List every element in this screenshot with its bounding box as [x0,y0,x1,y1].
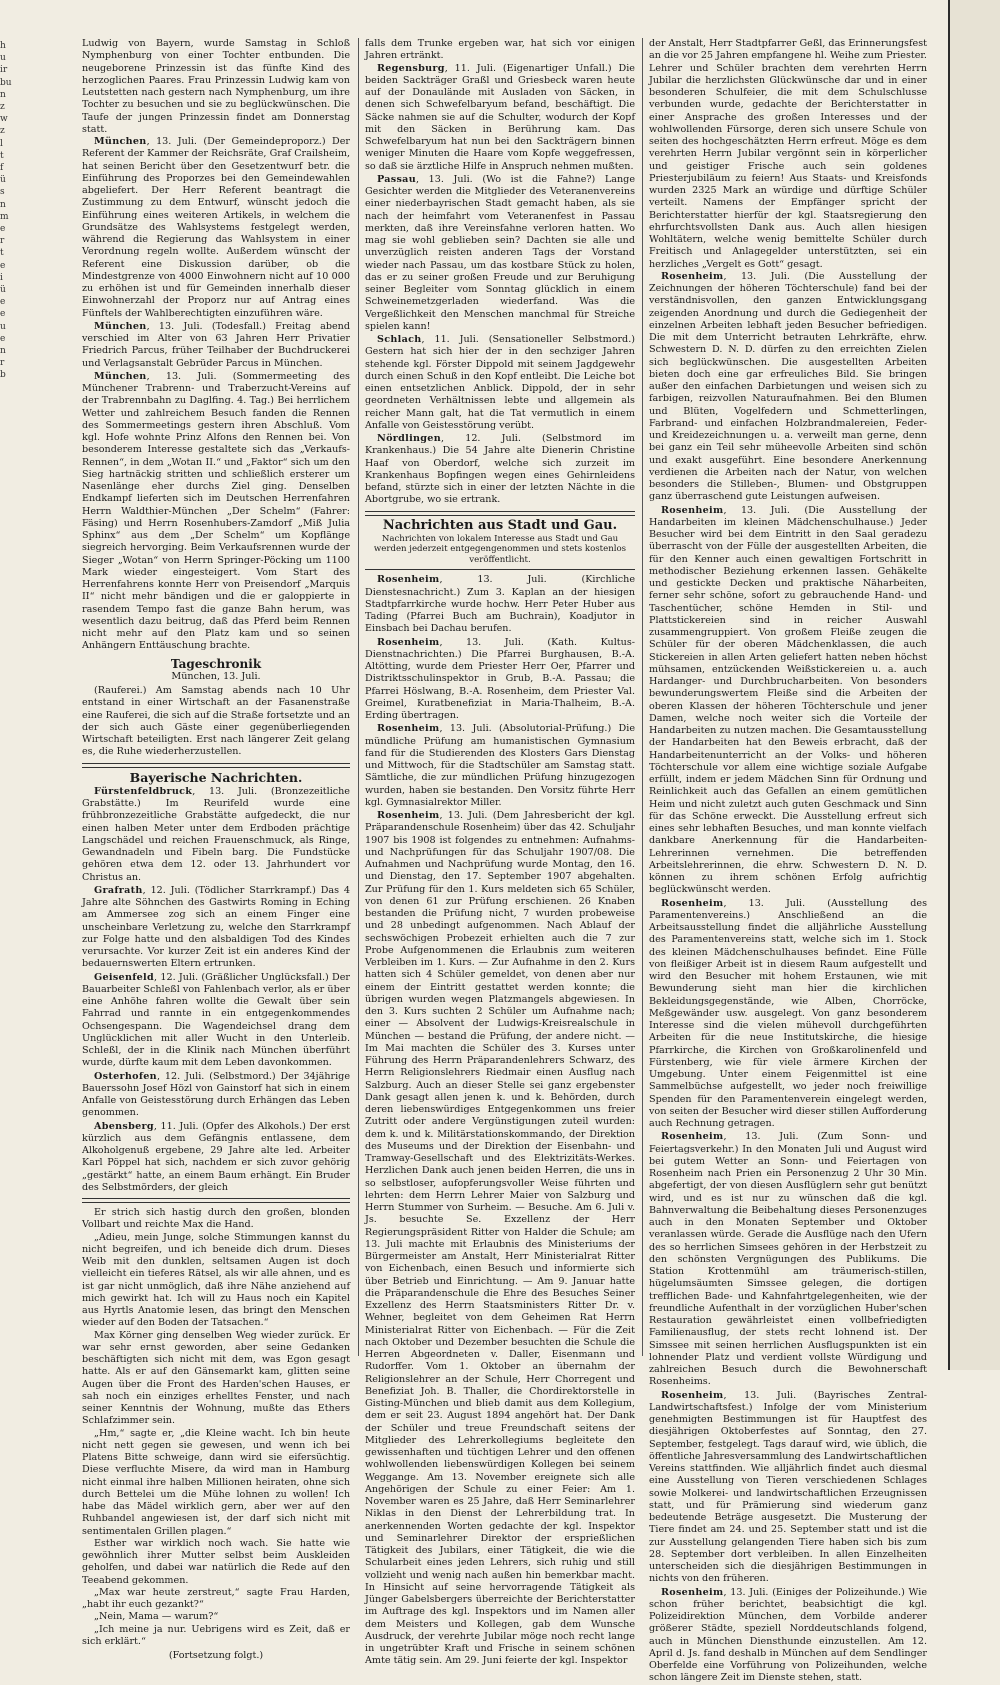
news-item-place: München [94,136,147,147]
news-item-place: Nördlingen [377,433,441,444]
story-paragraph: „Nein, Mama — warum?“ [94,1611,219,1623]
column-2-intro: falls dem Trunke ergeben war, hat sich vor einigen Jahren ertränkt. [365,38,635,62]
news-item-place: Fürstenfeldbruck [94,785,193,797]
news-item [365,63,635,173]
news-item [365,723,635,809]
strip-fragment: u [0,53,6,64]
strip-fragment: i [0,272,3,283]
news-item-place: Rosenheim [661,504,724,516]
news-item-place: Abensberg [94,1120,154,1132]
news-item-text: , 13. Juli. (Bayrisches Zentral-Landwirtschaftsfest.) Infolge der vom Ministerium genehmigten Bestimmungen ist für Hauptfest des diesjährigen Oktoberfestes auf Sonntag, den 27. September, festgelegt. Tags darauf wird, wie üblich, die öffentliche Jahresversammlung des Landwirtschaftlichen Vereins stattfinden. Wie alljährlich findet auch diesmal eine Ausstellung von Tieren verschiedenen Schlages sowie Molkerei- und landwirtschaftlichen Erzeugnissen statt, und für Prämierung sind wiederum ganz bedeutende Beträge ausgesetzt. Die Musterung der Tiere findet am 24. und 25. September statt und ist die zur Ausstellung gelangenden Tiere haben sich bis zum 28. September dort verbleiben. In allen Einzelheiten unterscheiden sich die diesjährigen Bestimmungen in nichts von den früheren. [649,1389,927,1585]
news-item-place: Passau [377,173,416,185]
strip-fragment: z [0,126,5,137]
column-3 [649,38,927,1684]
strip-fragment: w [0,114,8,125]
news-item-text: , 13. Juli. (Ausstellung des Paramentenvereins.) Anschließend an die Arbeitsausstellung findet die alljährliche Ausstellung des Paramentenvereins statt, welche sich im 1. Stock des kleinen Mädchenschulhauses befindet. Eine Fülle von fleißiger Arbeit ist in diesem Raum aufgestellt und wird den Besucher mit hohem Erstaunen, wie mit Bewunderung sieht man hier die kirchlichen Bekleidungsgegenstände, wie Alben, Chorröcke, Meßgewänder usw. ausgelegt. Von ganz besonderem Interesse sind die vielen mühevoll durchgeführten Arbeiten für die neue Institutskirche, die hiesige Pfarrkirche, die Kirchen von Großkarolinenfeld und Fürstenberg, wie für viele ärmere Kirchen der Umgebung. Unter einem Feigenmittel ist eine Sammelbüchse aufgestellt, wo jeder noch freiwillige Spenden für den Paramentenverein eingelegt werden, von seiten der Besucher wird dieser stillen Aufforderung auch Rechnung getragen. [649,897,927,1129]
strip-fragment: bu [0,77,12,88]
strip-fragment: e [0,297,6,308]
news-item-place: Osterhofen [94,1070,157,1082]
news-item [82,1071,350,1120]
strip-fragment: t [0,150,4,161]
news-item [649,505,927,897]
story-paragraph: Max Körner ging denselben Weg wieder zurück. Er war sehr ernst geworden, aber seine Gedanken beschäftigten sich nicht mit dem, was Egon gesagt hatte. Als er auf den Gänsemarkt kam, glitten seine Augen über die Front des Harden'schen Hauses, er sah noch ein einziges erhelltes Fenster, und nach seiner Kenntnis der Wohnung, mußte das Ethers Schlafzimmer sein. [82,1329,350,1427]
news-item-place: Grafrath [94,884,143,896]
section-divider [82,763,350,768]
strip-fragment: r [0,236,5,247]
news-item-text: , 12. Juli. (Tödlicher Starrkrampf.) Das 4 Jahre alte Söhnchen des Gastwirts Roming in Eching am Ammersee zog sich an einem Finger eine unscheinbare Verletzung zu, welche den Starrkrampf zur Folge hatte und den alsbaldigen Tod des Kindes verursachte. Vor kurzer Zeit ist ein anderes Kind der bedauernswerten Eltern ertrunken. [82,884,350,970]
story-paragraph: Er strich sich hastig durch den großen, blonden Vollbart und reichte Max die Hand. [82,1207,350,1231]
strip-fragment: e [0,260,6,271]
feuilleton-divider [82,1198,350,1203]
column-1-items [82,136,350,653]
news-item-text: , 12. Juli. (Gräßlicher Unglücksfall.) Der Bauarbeiter Schleßl von Fahlenbach verlor, als er über eine Anhöhe fahren wollte die Gewalt über sein Fahrrad und rannte in ein entgegenkommendes Ochsengespann. Die Wagendeichsel drang dem Unglücklichen mit aller Wucht in den Unterleib. Schleßl, der in die Klinik nach München überführt wurde, dürfte kaum mit dem Leben davonkommen. [82,971,350,1069]
news-item-text: , 12. Juli. (Selbstmord im Krankenhaus.) Die 54 Jahre alte Dienerin Christine Haaf von Oberdorf, welche sich zurzeit im Krankenhaus Bopfingen wegen eines Gehirnleidens befand, stürzte sich in einer der letzten Nächte in die Abortgrube, wo sie ertrank. [365,433,635,506]
strip-fragment: b [0,370,6,381]
news-item-place: Rosenheim [661,897,724,909]
strip-fragment: u [0,321,6,332]
stadt-und-gau-header: Nachrichten aus Stadt und Gau. [382,517,618,533]
news-item-text: , 13. Juli. (Kath. Kultus-Dienstnachrichten.) Die Pfarrei Burghausen, B.-A. Altötting, wurde dem Priester Herr Oer, Pfarrer und Distriktsschulinspektor in Grub, B.-A. Passau; die Pfarrei Höslwang, B.-A. Rosenheim, dem Priester Val. Greimel, Kuratbenefiziat in Maria-Thalheim, B.-A. Erding übertragen. [365,636,635,721]
news-item-place: München [94,370,147,382]
news-item-text: , 13. Juli. (Todesfall.) Freitag abend verschied im Alter von 63 Jahren Herr Privatier Friedrich Parcus, früher Teilhaber der Buchdruckerei und Verlagsanstalt Gebrüder Parcus in München. [82,320,350,369]
news-item-text: , 11. Juli. (Sensationeller Selbstmord.) Gestern hat sich hier der in den sechziger Jahren stehende kgl. Förster Dippold mit seinem Jagdgewehr durch einen Schuß in den Kopf entleibt. Die Leiche bot einen entsetzlichen Anblick. Dippold, der in sehr geordneten Verhältnissen lebte und allgemein als reicher Mann galt, hat die Tat vermutlich in einem Anfalle von Geistesstörung verübt. [365,334,635,431]
news-item [82,371,350,653]
story-paragraph: „Ich meine ja nur. Uebrigens wird es Zeit, daß er sich erklärt.“ [82,1623,350,1647]
strip-fragment: n [0,199,6,210]
stadt-items [365,574,635,1667]
strip-fragment: e [0,224,6,235]
news-item-text: , 13. Juli. (Bronzezeitliche Grabstätte.) Im Reurifeld wurde eine frühbronzezeitliche Grabstätte aufgedeckt, die nur einen halben Meter unter dem Erdboden prächtige Langschädel und reichen Frauenschmuck, als Ringe, Gewandnadeln und Fibeln barg. Die Fundstücke gehören etwa dem 12. oder 13. Jahrhundert vor Christus an. [82,785,350,883]
story-paragraph: „Hm,“ sagte er, „die Kleine wacht. Ich bin heute nicht nett gegen sie gewesen, und wenn ich bei Platens Bitte schweige, dann wird sie eifersüchtig. Diese verfluchte Misere, da wird man in Hamburg nicht einmal ihre halben Millionen heiraten, ohne sich durch Bettelei um die Mühe lohnen zu wollen! Ich habe das Mädel wirklich gern, aber wer auf den Ruhbandel angewiesen ist, der darf sich nicht mit sentimentalen Grillen plagen.“ [82,1427,350,1537]
strip-fragment: s [0,187,5,198]
news-item [82,786,350,884]
strip-fragment: n [0,346,6,357]
news-item-text: , 13. Juli. (Der Gemeindeproporz.) Der Referent der Kammer der Reichsräte, Graf Crailsheim, hat seinen Bericht über den Gesetzentwurf betr. die Einführung des Proporzes bei den Gemeindewahlen abgeliefert. Der Herr Referent beantragt die Zustimmung zu dem Entwurf, wünscht jedoch die Einführung eines weiteren Artikels, in welchem die Grundsätze des Wahlsystems festgelegt werden, während die Regierung das Wahlsystem in einer Verordnung regeln wollte. Außerdem wünscht der Referent eine Diskussion darüber, ob die Mindestgrenze von 4000 Einwohnern nicht auf 10 000 zu erhöhen ist und für Gemeinden innerhalb dieser Einwohnerzahl der Proporz nur auf Antrag eines Fünftels der Wahlberechtigten einzuführen wäre. [82,136,350,319]
strip-fragment: z [0,102,5,113]
adjacent-page-strip [0,40,14,1340]
bayerische-nachrichten-header: Bayerische Nachrichten. [129,769,303,785]
tageschronik-dateline: München, 13. Juli. [171,670,261,682]
news-item [365,334,635,432]
news-item-place: München [94,320,147,332]
story-paragraph: „Max war heute zerstreut,“ sagte Frau Harden, „habt ihr euch gezankt?“ [82,1586,350,1610]
page-margin [950,0,1000,1370]
news-item [649,1587,927,1685]
news-item [365,637,635,723]
bayerische-items [82,786,350,1194]
column-3-intro: der Anstalt, Herr Stadtpfarrer Geßl, das Erinnerungsfest an die vor 25 Jahren empfangene hl. Weihe zum Priester. Lehrer und Schüler brachten dem verehrten Herrn Jubilar die herzlichsten Glückwünsche dar und in einer besonderen Schulfeier, die mit dem Schulschlusse verbunden wurde, gedachte der Berichterstatter in einer Ansprache des großen Interesses und der wohlwollenden Fürsorge, deren sich unsere Schule von seiten des hochgeschätzten Herrn erfreut. Möge es dem verehrten Herrn Jubilar vergönnt sein in körperlicher und geistiger Frische auch sein goldenes Priesterjubiläum zu feiern! Aus Staats- und Kreisfonds wurden 2325 Mark an würdige und dürftige Schüler verteilt. Namens der Empfänger spricht der Berichterstatter hierfür der kgl. Staatsregierung den ehrfurchtsvollsten Dank aus. Auch allen hiesigen Wohltätern, welche wenig bemittelte Schüler durch Freitisch und Anlagegelder unterstützten, sei ein herzliches „Vergelt es Gott“ gesagt. [649,38,927,270]
column-3-items [649,271,927,1685]
strip-fragment: h [0,41,6,51]
news-item-text: , 13. Juli. (Absolutorial-Prüfung.) Die mündliche Prüfung am humanistischen Gymnasium fand für die Studierenden des Klosters Gars Dienstag und Mittwoch, für die Stadtschüler am Samstag statt. Sämtliche, die zur mündlichen Prüfung hinzugezogen wurden, haben sie bestanden. Den Vorsitz führte Herr kgl. Gymnasialrektor Miller. [365,723,635,808]
news-item [365,174,635,333]
news-item-place: Rosenheim [377,574,440,586]
news-item [82,885,350,971]
news-item-text: , 11. Juli. (Opfer des Alkohols.) Der erst kürzlich aus dem Gefängnis entlassene, dem Alkoholgenuß ergebene, 29 Jahre alte led. Arbeiter Karl Pöppel hat sich, nachdem er sich zuvor gehörig „gestärkt“ hatte, an einem Baum erhängt. Ein Bruder des Selbstmörders, der gleich [82,1120,350,1193]
tageschronik-header: Tageschronik [170,656,262,671]
stadt-subrule [365,569,635,570]
news-item-text: , 13. Juli. (Sommermeeting des Münchener Trabrenn- und Traberzucht-Vereins auf der Trabrennbahn zu Daglfing. 4. Tag.) Bei herrlichem Wetter und zahlreichem Besuch fanden die Rennen des Sommermeetings gestern ihren Abschluß. Vom kgl. Hofe wohnte Prinz Alfons den Rennen bei. Von besonderem Interesse gestaltete sich das „Verkaufs-Rennen“, in dem „Wotan II.“ und „Faktor“ sich um den Sieg hartnäckig stritten und schließlich ersterer um Nasenlänge eher durchs Ziel ging. Denselben Endkampf lieferten sich im Deutschen Herrenfahren Herrn Waldthier-München „Der Schelm“ (Fahrer: Fäsing) und Herrn Rosenhubers-Zamdorf „Miß Julia Sphinx“ aus dem „Der Schelm“ um Kopflänge siegreich hervorging. Beim Verkaufsrennen wurde der Sieger „Wotan“ von Herrn Springer-Pöcking um 1100 Mark wieder eingesteigert. Vom Start des Herrenfahrens konnte Herr von Preisendorf „Marquis II“ nicht mehr bändigen und die er galoppierte in rasendem Tempo fast die ganze Bahn herum, was wesentlich dazu beitrug, daß das Pferd beim Rennen nicht mehr auf den Platz kam und so seinen Anhängern Enttäuschung brachte. [82,370,350,652]
strip-fragment: t [0,248,4,259]
news-item-place: Regensburg [377,62,445,74]
strip-fragment: f [0,163,4,174]
column-2-items [365,63,635,507]
news-item-text: , 13. Juli. (Dem Jahresbericht der kgl. Präparandenschule Rosenheim) über das 42. Schuljahr 1907 bis 1908 ist folgendes zu entnehmen: Aufnahms- und Nachprüfungen für das Schuljahr 1907/08. Die Aufnahmen und Nachprüfung wurde Montag, den 16. und Dienstag, den 17. September 1907 abgehalten. Zur Prüfung für den 1. Kurs meldeten sich 65 Schüler, von denen 61 zur Prüfung erschienen. 26 Knaben bestanden die Prüfung nicht, 7 wurden probeweise und 28 unbedingt aufgenommen. Nach Ablauf der sechswöchigen Probezeit erhielten auch die 7 zur Probe Aufgenommenen die Erlaubnis zum weiteren Verbleiben im 1. Kurs. — Zur Aufnahme in den 2. Kurs hatten sich 4 Schüler gemeldet, von denen aber nur einem der Eintritt gestattet werden konnte; die übrigen wurden wegen Platzmangels abgewiesen. In den 3. Kurs suchten 2 Schüler um Aufnahme nach; einer — Absolvent der Ludwigs-Kreisrealschule in München — bestand die Prüfung, der andere nicht. — Im Mai machten die Schüler des 3. Kurses unter Führung des Herrn Präparandenlehrers Schwarz, des Herrn Religionslehrers Riedmair einen Ausflug nach Salzburg. Auch an dieser Stelle sei ganz ergebenster Dank gesagt allen jenen k. und k. Behörden, durch deren liebenswürdiges Entgegenkommen uns freier Zutritt oder andere Vergünstigungen zuteil wurden: dem k. und k. Militärstationskommando, der Direktion des Museums und der Direktion der Eisenbahn- und Tramway-Gesellschaft und des Elektrizitäts-Werkes. Herzlichen Dank auch jenen beiden Herren, die uns in so selbstloser, aufopferungsvoller Weise führten und lehrten: dem Herrn Lehrer Maier von Salzburg und Herrn Stummer von Surheim. — Besuche. Am 6. Juli v. Js. besuchte Se. Exzellenz der Herr Regierungspräsident Ritter von Halder die Schule; am 13. Juli machte mit Erlaubnis des Ministeriums der Bürgermeister am Anstalt, Herr Ministerialrat Ritter von Eichenbach, einen Besuch und informierte sich über Betrieb und Einrichtung. — Am 9. Januar hatte die Präparandenschule die Ehre des Besuches Seiner Exzellenz des Herrn Staatsministers Ritter Dr. v. Wehner, begleitet von dem Geheimen Rat Herrn Ministerialrat Ritter von Eichenbach. — Für die Zeit nach Oktober und Dezember besuchten die Schule die Herren Abgeordneten v. Daller, Eisenmann und Rudorffer. Vom 1. Oktober an übernahm der Religionslehrer an der Schule, Herr Chorregent und Benefiziat Joh. B. Thaller, die Chordirektorstelle in Gisting-München und blieb damit aus dem Kollegium, dem er seit 23. August 1894 angehört hat. Der Dank der Schüler und treue Freundschaft seitens der Mitglieder des Lehrerkollegiums begleitete den gewissenhaften und tüchtigen Lehrer und den offenen wohlwollenden liebenswürdigen Kollegen bei seinem Weggange. Am 13. November ereignete sich alle Angehörigen der Schule zu einer Feier: Am 1. November waren es 25 Jahre, daß Herr Seminarlehrer Niklas in den Dienst der Lehrerbildung trat. In anerkennenden Worten gedachte der kgl. Inspektor und Seminarlehrer Direktor der ersprießlichen Tätigkeit des Jubilars, einer Tätigkeit, die wie die Schularbeit eines jeden Lehrers, sich ruhig und still vollzieht und wenig nach außen hin bemerkbar macht. In Hinsicht auf seine hervorragende Tätigkeit als Jünger Gabelsbergers überreichte der Berichterstatter im Auftrage des kgl. Inspektors und im Namen aller dem Meisters und Kollegen, gab dem Wunsche Ausdruck, der verehrte Jubilar möge noch recht lange in ungetrübter Kraft und Frische in seinem schönen Amte tätig sein. Am 29. Juni feierte der kgl. Inspektor [365,810,635,1667]
news-item [82,136,350,320]
news-item [82,1121,350,1195]
news-item [649,1390,927,1586]
strip-fragment: r [0,358,5,369]
tageschronik-text: (Rauferei.) Am Samstag abends nach 10 Uhr entstand in einer Wirtschaft an der Fasanenstraße eine Rauferei, die sich auf die Straße fortsetzte und an der sich auch Gäste einer gegenüberliegenden Wirtschaft beteiligten. Erst nach längerer Zeit gelang es, die Ruhe wiederherzustellen. [82,685,350,758]
news-item [649,898,927,1131]
news-item-text: , 13. Juli. (Wo ist die Fahne?) Lange Gesichter werden die Mitglieder des Veteranenvereins einer niederbayrischen Stadt gemacht haben, als sie nach der heimfahrt vom Veteranenfest in Passau merkten, daß ihre Vereinsfahne verloren hatten. Wo mag sie wohl geblieben sein? Dachten sie alle und unverzüglich reisten anderen Tags der Vorstand wieder nach Passau, um das kostbare Stück zu holen, das er zu seiner großen Freude und zur Beruhigung seiner Begleiter vom Sonntag glücklich in einem Schweinemetzgerladen wiederfand. Was die Vergeßlichkeit den Menschen manchmal für Streiche spielen kann! [365,173,635,332]
column-1 [82,38,350,1661]
news-item-text: , 13. Juli. (Die Ausstellung der Handarbeiten im kleinen Mädchenschulhause.) Jeder Besucher wird bei dem Eintritt in den Saal geradezu überrascht von der Fülle der ausgestellten Arbeiten, die für den Kenner auch einen gewaltigen Fortschritt in methodischer Beziehung erkennen lassen. Gehäkelte und gestickte Decken und praktische Näharbeiten, ferner sehr schöne, sofort zu gebrauchende Hand- und Taschentücher, schöne Hemden in Stil- und Plattstickereien sind in reicher Auswahl zusammengruppiert. Von großem Fleiße zeugen die Schüler für der oberen Mädchenklassen, die auch Stickereien in allen Arten geliefert hatten neben höchst mühsamen, entzückenden Weißstickereien u. a. auch Hardanger- und Durchbrucharbeiten. Von besonders bewunderungswertem Fleiße sind die Arbeiten der oberen Klassen der höheren Töchterschule und jener Damen, welche noch weiter sich die Vorteile der Handarbeiten zu nutzen machen. Die Gesamtausstellung der Handarbeiten hat den Beweis erbracht, daß der Handarbeitenunterricht an der Volks- und höheren Töchterschule vor allem eine wichtige soziale Aufgabe erfüllt, indem er jedem Mädchen Sinn für Ordnung und Reinlichkeit auch das Gefallen an einem gemütlichen Heim und nicht zuletzt auch guten Geschmack und Sinn für das Schöne erweckt. Die Ausstellung erfreut sich eines sehr lebhaften Besuches, und man konnte vielfach dankbare Anerkennung für die Handarbeiten-Lehrerinnen vernehmen. Die betreffenden Arbeitslehrerinnen, die ehrw. Schwestern D. N. D. können zu ihrem schönen Erfolg aufrichtig beglückwünscht werden. [649,504,927,896]
news-item-text: , 13. Juli. (Einiges der Polizeihunde.) Wie schon früher berichtet, beabsichtigt die kgl. Polizeidirektion München, dem Vorbilde anderer größerer Städte, speziell Norddeutschlands folgend, auch in München Diensthunde einzustellen. Am 12. April d. Js. fand deshalb in München auf dem Sendlinger Oberfelde eine Vorführung von Polizeihunden, welche schon längere Zeit im Dienste stehen, statt. [649,1586,927,1684]
strip-fragment: e [0,333,6,344]
news-item [649,1131,927,1388]
strip-fragment: ü [0,285,6,296]
news-item-place: Geisenfeld [94,971,155,983]
news-item [82,321,350,370]
fortsetzung-note: (Fortsetzung folgt.) [168,1650,264,1661]
news-item-place: Rosenheim [661,270,724,282]
news-item-text: , 11. Juli. (Eigenartiger Unfall.) Die beiden Sackträger Graßl und Griesbeck waren heute auf der Donaulände mit Ausladen von Säcken, in denen sich Schwefelbaryum befand, beschäftigt. Die Säcke nahmen sie auf die Schulter, wodurch der Kopf mit den Säcken in Berührung kam. Das Schwefelbaryum hat nun bei den Sackträgern binnen weniger Minuten die Haare vom Kopfe weggefressen, so daß sie ärztliche Hilfe in Anspruch nehmen mußten. [365,62,635,172]
news-item [365,810,635,1668]
column-2 [365,38,635,1667]
news-item-place: Rosenheim [661,1131,724,1143]
news-item-place: Rosenheim [661,1586,724,1598]
feuilleton-story [82,1207,350,1648]
news-item [365,433,635,507]
news-item-text: , 13. Juli. (Zum Sonn- und Feiertagsverkehr.) In den Monaten Juli und August wird bei gutem Wetter an Sonn- und Feiertagen von Rosenheim nach Prien ein Personenzug 2 Uhr 30 Min. abgefertigt, der von diesen Ausflüglern sehr gut benützt wird, und es ist nur zu wünschen daß die kgl. Bahnverwaltung die Beibehaltung dieses Personenzuges auch in den Monaten September und Oktober veranlassen würde. Gerade die Ausflüge nach den Ufern des so herrlichen Simsees gehören in der Herbstzeit zu den schönsten Vergnügungen des Publikums. Die Station Krottenmühl am träumerisch-stillen, hügelumsäumten Simssee gelegen, die dortigen trefflichen Bade- und Kahnfahrtgelegenheiten, wie der freundliche Aufenthalt in der vorzüglichen Huber'schen Restauration gewährleistet einen vollbefriedigten Familienausflug, der stets recht lohnend ist. Der Simssee mit seinen herrlichen Ausflugspunkten ist ein lohnender Platz und verdient vollste Würdigung und zahlreichen Besuch durch die Bewohnerschaft Rosenheims. [649,1131,927,1388]
column-rule-1 [358,38,359,1356]
strip-fragment: n [0,89,6,100]
stadt-und-gau-subheader: Nachrichten von lokalem Interesse aus Stadt und Gau werden jederzeit entgegengenommen und stets kostenlos veröffentlicht. [373,533,627,565]
news-item [82,972,350,1070]
news-item-place: Rosenheim [377,636,440,648]
news-item-text: , 13. Juli. (Kirchliche Dienstesnachricht.) Zum 3. Kaplan an der hiesigen Stadtpfarrkirche wurde hochw. Herr Peter Huber aus Tading (Pfarrei Buch am Buchrain), Koadjutor in Einsbach bei Dachau berufen. [365,574,635,635]
news-item-place: Rosenheim [661,1389,724,1401]
strip-fragment: e [0,309,6,320]
news-item [649,271,927,504]
news-item-place: Schlach [377,334,422,345]
story-paragraph: Esther war wirklich noch wach. Sie hatte wie gewöhnlich ihrer Mutter selbst beim Auskleiden geholfen, und dabei war natürlich die Rede auf den Teeabend gekommen. [82,1537,350,1586]
news-item-text: , 13. Juli. (Die Ausstellung der Zeichnungen der höheren Töchterschule) fand bei der verständnisvollen, den ganzen Entwicklungsgang zeigenden Anordnung und durch die Gediegenheit der einzelnen Arbeiten lebhaft jeden Besucher befriedigen. Die mit dem Unterricht betrauten Lehrkräfte, ehrw. Schwestern D. N. D. dürfen zu den erreichten Zielen sich beglückwünschen. Die ausgestellten Arbeiten bieten doch eine gar erfreuliches Bild. Sie bringen außer den einfachen Darbietungen und weisen sich zu farbigen, reizvollen Naturaufnahmen. Bei den Blumen und Blüten, Vogelfedern und Schmetterlingen, Farbrand- und einfachen Holzbrandmalereien, Feder- und Kreidezeichnungen u. a. verweilt man gerne, denn bei ganz ein Teil sehr müheevolle Arbeiten sind schön und exakt ausgeführt. Eine besondere Anerkennung verdienen die Arbeiten nach der Natur, von welchen besonders die Stilleben-, Blumen- und Obstgruppen ganz überraschend gute Leistungen aufweisen. [649,270,927,503]
strip-fragment: l [0,138,3,149]
news-item-place: Rosenheim [377,723,440,735]
strip-fragment: ir [0,65,8,76]
column-rule-2 [642,38,643,1356]
news-item-text: , 12. Juli. (Selbstmord.) Der 34jährige Bauerssohn Josef Hözl von Gainstorf hat sich in einem Anfalle von Geistesstörung durch Erhängen das Leben genommen. [82,1070,350,1119]
column-1-intro: Ludwig von Bayern, wurde Samstag in Schloß Nymphenburg von einer Tochter entbunden. Die neugeborene Prinzessin ist das fünfte Kind des herzoglichen Paares. Frau Prinzessin Ludwig kam von Leutstetten nach gestern nach Nymphenburg, um ihre Tochter zu besuchen und sie zu beglückwünschen. Die Taufe der jungen Prinzessin findet am Donnerstag statt. [82,38,350,135]
news-item-place: Rosenheim [377,810,440,821]
news-item [365,574,635,635]
stadt-divider [365,511,635,516]
story-paragraph: „Adieu, mein Junge, solche Stimmungen kannst du nicht begreifen, und ich beneide dich drum. Dieses Weib mit den dunklen, seltsamen Augen ist doch vielleicht ein tieferes Rätsel, als wir alle ahnen, und es ist gar nicht unmöglich, daß ihre Nähe anziehend auf mich gewirkt hat. Ich will zu Haus noch ein Kapitel aus Hyrtls Anatomie lesen, das bringt den Menschen wieder auf den Boden der Tatsachen.“ [82,1231,350,1329]
strip-fragment: ü [0,175,6,186]
strip-fragment: m [0,211,9,222]
